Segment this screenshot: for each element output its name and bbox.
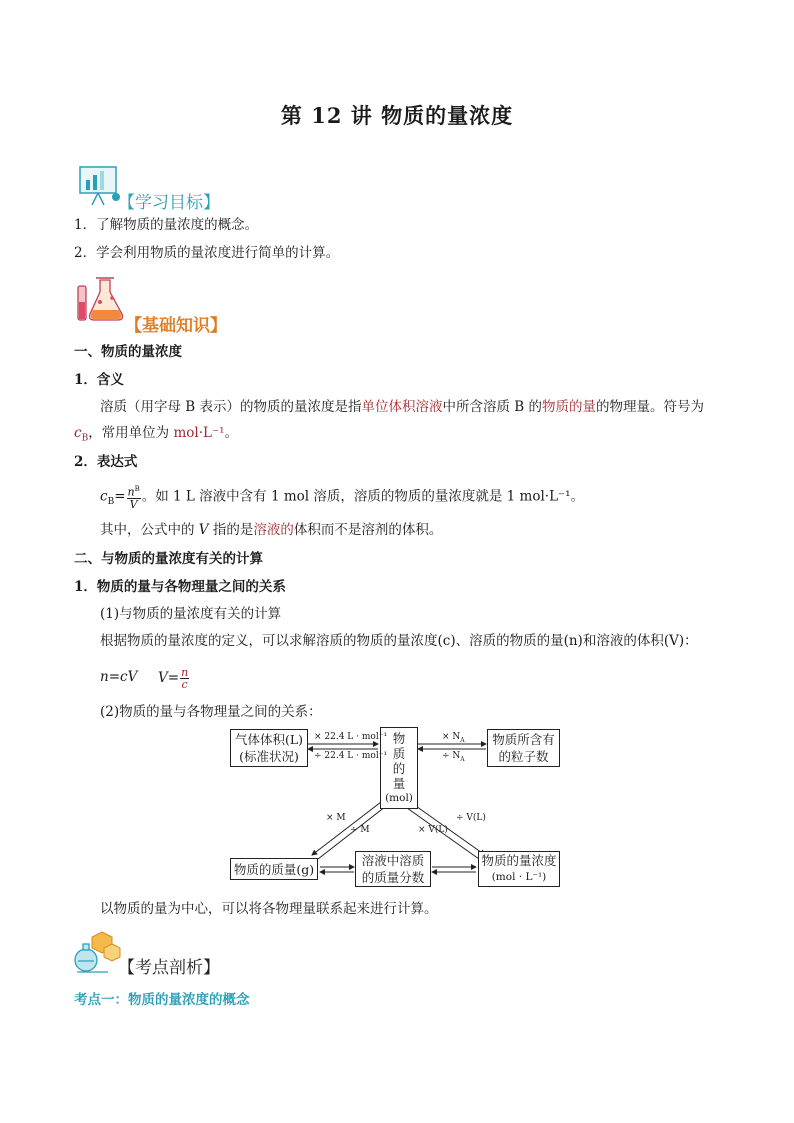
part1-heading: 一、物质的量浓度 [74,344,182,360]
definition-line-2: $c_B$，常用单位为 mol·L⁻¹。 [74,425,239,444]
sub3-heading: 1．物质的量与各物理量之间的关系 [74,579,286,595]
label-divide-avogadro: ÷ $N_A$ [442,751,465,763]
label-divide-volume: ÷ V(L) [456,813,486,823]
label-divide-molar-volume: ÷ 22.4 L · mol⁻¹ [314,751,388,761]
gas-volume-box: 气体体积(L) (标准状况) [230,729,308,767]
presentation-board-icon [74,165,124,207]
part2-heading: 二、与物质的量浓度有关的计算 [74,551,263,567]
mass-box: 物质的质量(g) [230,858,318,880]
formula-1: n=cV [100,669,138,685]
label-times-molar-volume: × 22.4 L · mol⁻¹ [314,732,388,742]
sub2-heading: 2．表达式 [74,454,138,470]
flask-icon [74,272,130,324]
label-times-volume: × V(L) [418,825,448,835]
objectives-heading: 【学习目标】 [118,193,220,213]
para-4: 以物质的量为中心，可以将各物理量联系起来进行计算。 [100,901,438,917]
formula-2: V= $\frac{n}{c}$ [158,666,189,691]
sub1-heading: 1．含义 [74,372,124,388]
analysis-heading: 【考点剖析】 [118,958,220,978]
concentration-box: 物质的量浓度 (mol · L⁻¹) [478,851,560,887]
mass-fraction-box: 溶液中溶质 的质量分数 [355,851,431,887]
objective-item-2: 2．学会利用物质的量浓度进行简单的计算。 [74,245,340,261]
note-line: 其中，公式中的 V 指的是溶液的体积而不是溶剂的体积。 [100,522,443,538]
label-divide-molar-mass: ÷ M [350,825,370,835]
para-3: (2)物质的量与各物理量之间的关系： [100,704,322,720]
label-times-avogadro: × $N_A$ [442,732,465,744]
amount-of-substance-box: 物 质 的 量 (mol) [380,727,418,809]
definition-line-1: 溶质（用字母 B 表示）的物质的量浓度是指单位体积溶液中所含溶质 B 的物质的量的物理量。符号为 [100,399,705,415]
expression-line: $c_B=$ $\frac{n^B}{V}$ 。如 1 L 溶液中含有 1 mol 溶质，溶质的物质的量浓度就是 1 mol·L⁻¹。 [100,485,585,511]
page-title: 第 12 讲 物质的量浓度 [280,103,514,128]
para-2: 根据物质的量浓度的定义，可以求解溶质的物质的量浓度(c)、溶质的物质的量(n)和溶液的体积(V)： [100,633,698,649]
expression-fraction: $\frac{n^B}{V}$ [127,485,140,511]
analysis-point-1: 考点一：物质的量浓度的概念 [74,992,250,1008]
para-1: (1)与物质的量浓度有关的计算 [100,606,282,622]
basics-heading: 【基础知识】 [125,316,227,336]
label-times-molar-mass: × M [326,813,346,823]
relationship-diagram [230,727,562,889]
particle-count-box: 物质所含有 的粒子数 [487,729,560,767]
lab-flask-icon [72,930,124,974]
objective-item-1: 1．了解物质的量浓度的概念。 [74,217,259,233]
